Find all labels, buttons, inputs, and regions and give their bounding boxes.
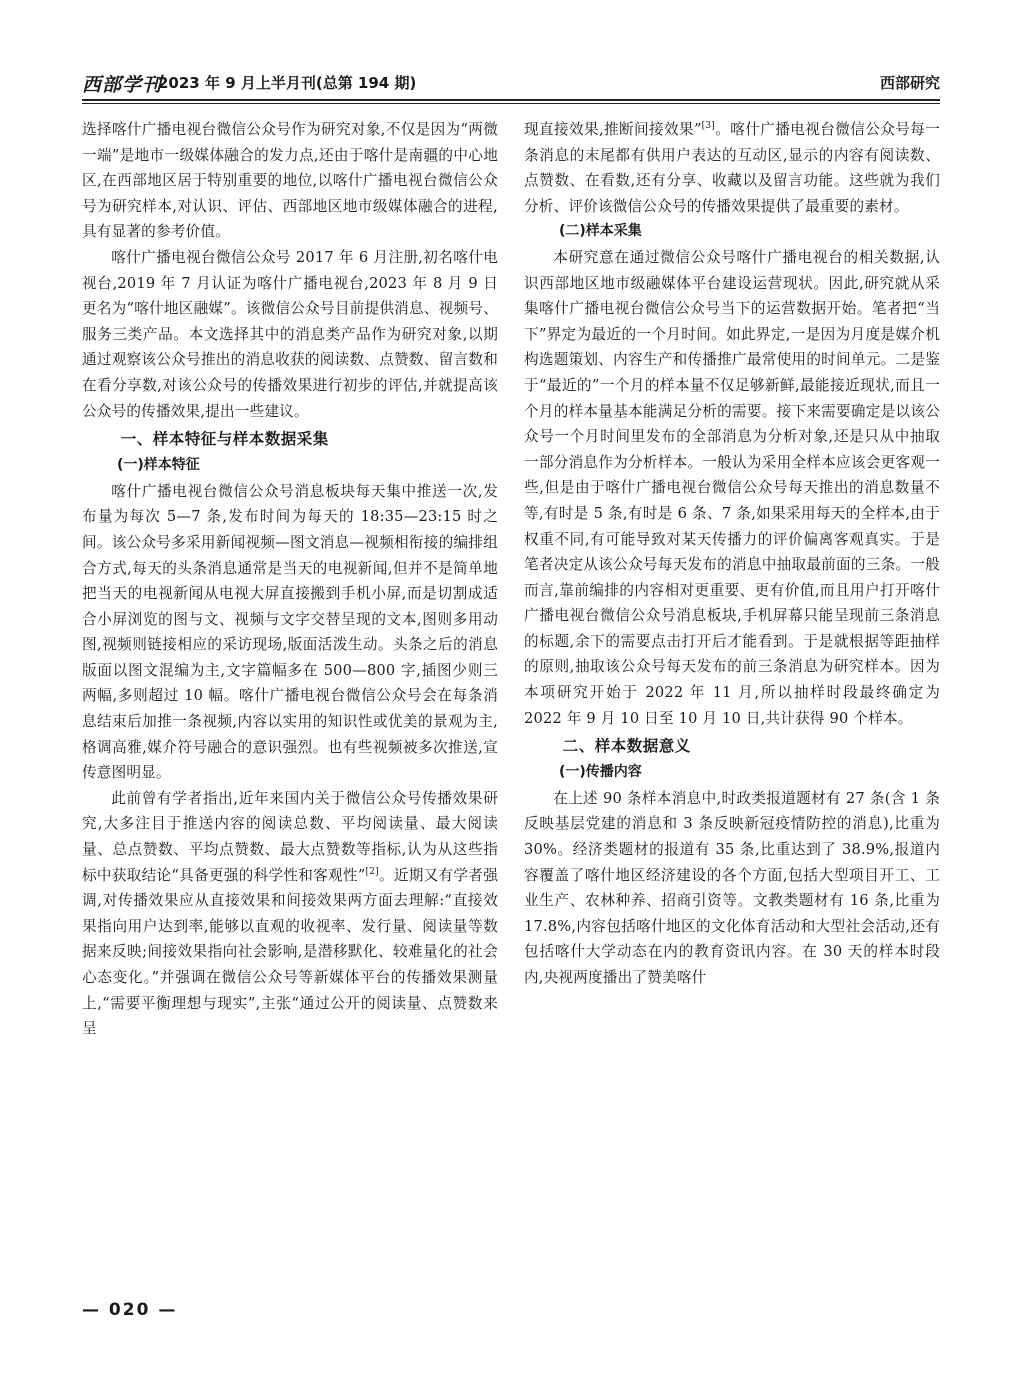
- column-name: 西部研究: [879, 74, 940, 92]
- paragraph-text: 。喀什广播电视台微信公众号每一条消息的末尾都有供用户表达的互动区,显示的内容有阅读数、点赞数、在看数,还有分享、收藏以及留言功能。这些就为我们分析、评价该微信公众号的传播效果提供了最重要的素材。: [524, 121, 940, 215]
- paragraph: [524, 117, 940, 219]
- subsection-heading: (二)样本采集: [559, 223, 642, 240]
- paragraph: 在上述 90 条样本消息中,时政类报道题材有 27 条(含 1 条反映基层党建的消息和 3 条反映新冠疫情防控的消息),比重为 30%。经济类题材的报道有 35 条,比重达到了 38.9%,报道内容覆盖了喀什地区经济建设的各个方面,包括大型项目开工、工业生产、农林种养、招商引资等。文教类题材有 16 条,比重为 17.8%,内容包括喀什地区的文化体育活动和大型社会活动,还有包括喀什大学动态在内的教育资讯内容。在 30 天的样本时段内,央视两度播出了赞美喀什: [524, 789, 940, 986]
- issue-info: 2023 年 9 月上半月刊(总第 194 期): [158, 74, 417, 92]
- page-number: — 020 —: [82, 1300, 178, 1320]
- subsection-heading: (一)传播内容: [559, 764, 642, 781]
- section-heading: 一、样本特征与样本数据采集: [120, 430, 329, 449]
- header-rule-thick: [82, 99, 940, 101]
- section-heading: 二、样本数据意义: [562, 737, 691, 756]
- paragraph-text: 。近期又有学者强调,对传播效果应从直接效果和间接效果两方面去理解:“直接效果指向用户达到率,能够以直观的收视率、发行量、阅读量等数据来反映;间接效果指向社会影响,是潜移默化、较难量化的社会心态变化。”并强调在微信公众号等新媒体平台的传播效果测量上,“需要平衡理想与现实”,主张“通过公开的阅读量、点赞数来呈: [82, 866, 498, 1038]
- running-header: [82, 68, 940, 98]
- paragraph: 选择喀什广播电视台微信公众号作为研究对象,不仅是因为“两微一端”是地市一级媒体融合的发力点,还由于喀什是南疆的中心地区,在西部地区居于特别重要的地位,以喀什广播电视台微信公众号为研究样本,对认识、评估、西部地区地市级媒体融合的进程,具有显著的参考价值。: [82, 121, 498, 241]
- citation-ref: [2]: [365, 866, 379, 877]
- subsection-heading: (一)样本特征: [117, 457, 200, 474]
- left-column: [82, 117, 498, 1042]
- paragraph: [82, 786, 498, 1042]
- paragraph-text: 此前曾有学者指出,近年来国内关于微信公众号传播效果研究,大多注目于推送内容的阅读总数、平均阅读量、最大阅读量、总点赞数、平均点赞数、最大点赞数等指标,认为从这些指标中获取结论“具备更强的科学性和客观性”: [82, 789, 498, 884]
- citation-ref: [3]: [701, 121, 716, 132]
- header-rule-thin: [82, 103, 940, 104]
- right-column: [524, 117, 940, 991]
- journal-logo: 西部学刊: [82, 74, 163, 96]
- paragraph: 喀什广播电视台微信公众号 2017 年 6 月注册,初名喀什电视台,2019 年 7 月认证为喀什广播电视台,2023 年 8 月 9 日更名为“喀什地区融媒”。该微信公众号目前提供消息、视频号、服务三类产品。本文选择其中的消息类产品作为研究对象,以期通过观察该公众号推出的消息收获的阅读数、点赞数、留言数和在看分享数,对该公众号的传播效果进行初步的评估,并就提高该公众号的传播效果,提出一些建议。: [82, 248, 498, 420]
- paragraph: 喀什广播电视台微信公众号消息板块每天集中推送一次,发布量为每次 5—7 条,发布时间为每天的 18:35—23:15 时之间。该公众号多采用新闻视频—图文消息—视频相衔接的编排组合方式,每天的头条消息通常是当天的电视新闻,但并不是简单地把当天的电视新闻从电视大屏直接搬到手机小屏,而是切割成适合小屏浏览的图与文、视频与文字交替呈现的文本,图则多用动图,视频则链接相应的采访现场,版面活泼生动。头条之后的消息版面以图文混编为主,文字篇幅多在 500—800 字,插图少则三两幅,多则超过 10 幅。喀什广播电视台微信公众号会在每条消息结束后加推一条视频,内容以实用的知识性或优美的景观为主,格调高雅,媒介符号融合的意识强烈。也有些视频被多次推送,宣传意图明显。: [82, 482, 498, 782]
- paragraph-text: 现直接效果,推断间接效果”: [524, 121, 702, 138]
- paragraph: 本研究意在通过微信公众号喀什广播电视台的相关数据,认识西部地区地市级融媒体平台建设运营现状。因此,研究就从采集喀什广播电视台微信公众号当下的运营数据开始。笔者把“当下”界定为最近的一个月时间。如此界定,一是因为月度是媒介机构选题策划、内容生产和传播推广最常使用的时间单元。二是鉴于“最近的”一个月的样本量不仅足够新鲜,最能接近现状,而且一个月的样本量基本能满足分析的需要。接下来需要确定是以该公众号一个月时间里发布的全部消息为分析对象,还是只从中抽取一部分消息作为分析样本。一般认为采用全样本应该会更客观一些,但是由于喀什广播电视台微信公众号每天推出的消息数量不等,有时是 5 条,有时是 6 条、7 条,如果采用每天的全样本,由于权重不同,有可能导致对某天传播力的评价偏离客观真实。于是笔者决定从该公众号每天发布的消息中抽取最前面的三条。一般而言,靠前编排的内容相对更重要、更有价值,而且用户打开喀什广播电视台微信公众号消息板块,手机屏幕只能呈现前三条消息的标题,余下的需要点击打开后才能看到。于是就根据等距抽样的原则,抽取该公众号每天发布的前三条消息为研究样本。因为本项研究开始于 2022 年 11 月,所以抽样时段最终确定为 2022 年 9 月 10 日至 10 月 10 日,共计获得 90 个样本。: [524, 248, 940, 727]
